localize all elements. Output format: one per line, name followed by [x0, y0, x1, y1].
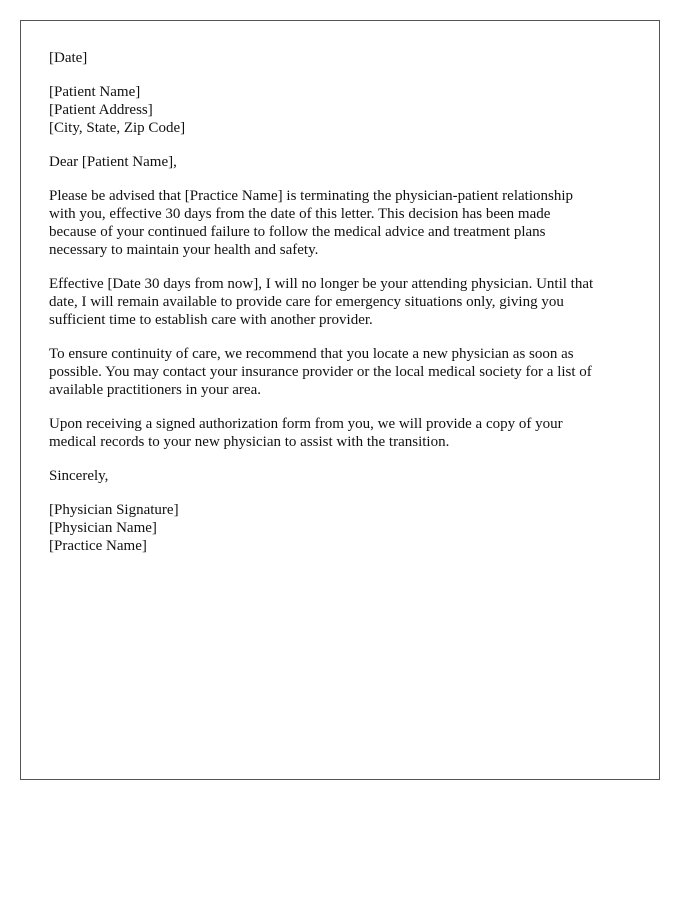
paragraph-line: date, I will remain available to provide care for emergency situations only, giving you — [49, 294, 564, 310]
paragraph-line: possible. You may contact your insurance provider or the local medical society for a list of — [49, 364, 592, 380]
recipient-address: [Patient Address] — [49, 102, 153, 118]
paragraph-line: available practitioners in your area. — [49, 382, 261, 398]
paragraph-effective-date — [49, 275, 635, 329]
paragraph-continuity-of-care — [49, 345, 635, 399]
salutation: Dear [Patient Name], — [49, 154, 177, 170]
letter-date: [Date] — [49, 50, 88, 66]
closing-block — [49, 467, 635, 485]
paragraph-line: with you, effective 30 days from the date of this letter. This decision has been made — [49, 206, 551, 222]
paragraph-termination-notice — [49, 187, 635, 259]
paragraph-line: Upon receiving a signed authorization form from you, we will provide a copy of your — [49, 416, 563, 432]
salutation-block — [49, 153, 635, 171]
practice-name: [Practice Name] — [49, 538, 147, 554]
paragraph-medical-records — [49, 415, 635, 451]
paragraph-line: medical records to your new physician to assist with the transition. — [49, 434, 450, 450]
paragraph-line: necessary to maintain your health and safety. — [49, 242, 319, 258]
physician-signature: [Physician Signature] — [49, 502, 179, 518]
paragraph-line: To ensure continuity of care, we recommend that you locate a new physician as soon as — [49, 346, 574, 362]
recipient-city-state-zip: [City, State, Zip Code] — [49, 120, 186, 136]
letter-page — [20, 20, 660, 780]
recipient-address-block — [49, 83, 635, 137]
date-block — [49, 49, 635, 67]
paragraph-line: sufficient time to establish care with another provider. — [49, 312, 373, 328]
letter-content — [49, 49, 635, 571]
paragraph-line: because of your continued failure to follow the medical advice and treatment plans — [49, 224, 546, 240]
recipient-name: [Patient Name] — [49, 84, 141, 100]
paragraph-line: Effective [Date 30 days from now], I will no longer be your attending physician. Until that — [49, 276, 594, 292]
paragraph-line: Please be advised that [Practice Name] is terminating the physician-patient relationship — [49, 188, 573, 204]
closing: Sincerely, — [49, 468, 109, 484]
physician-name: [Physician Name] — [49, 520, 157, 536]
signature-block — [49, 501, 635, 555]
